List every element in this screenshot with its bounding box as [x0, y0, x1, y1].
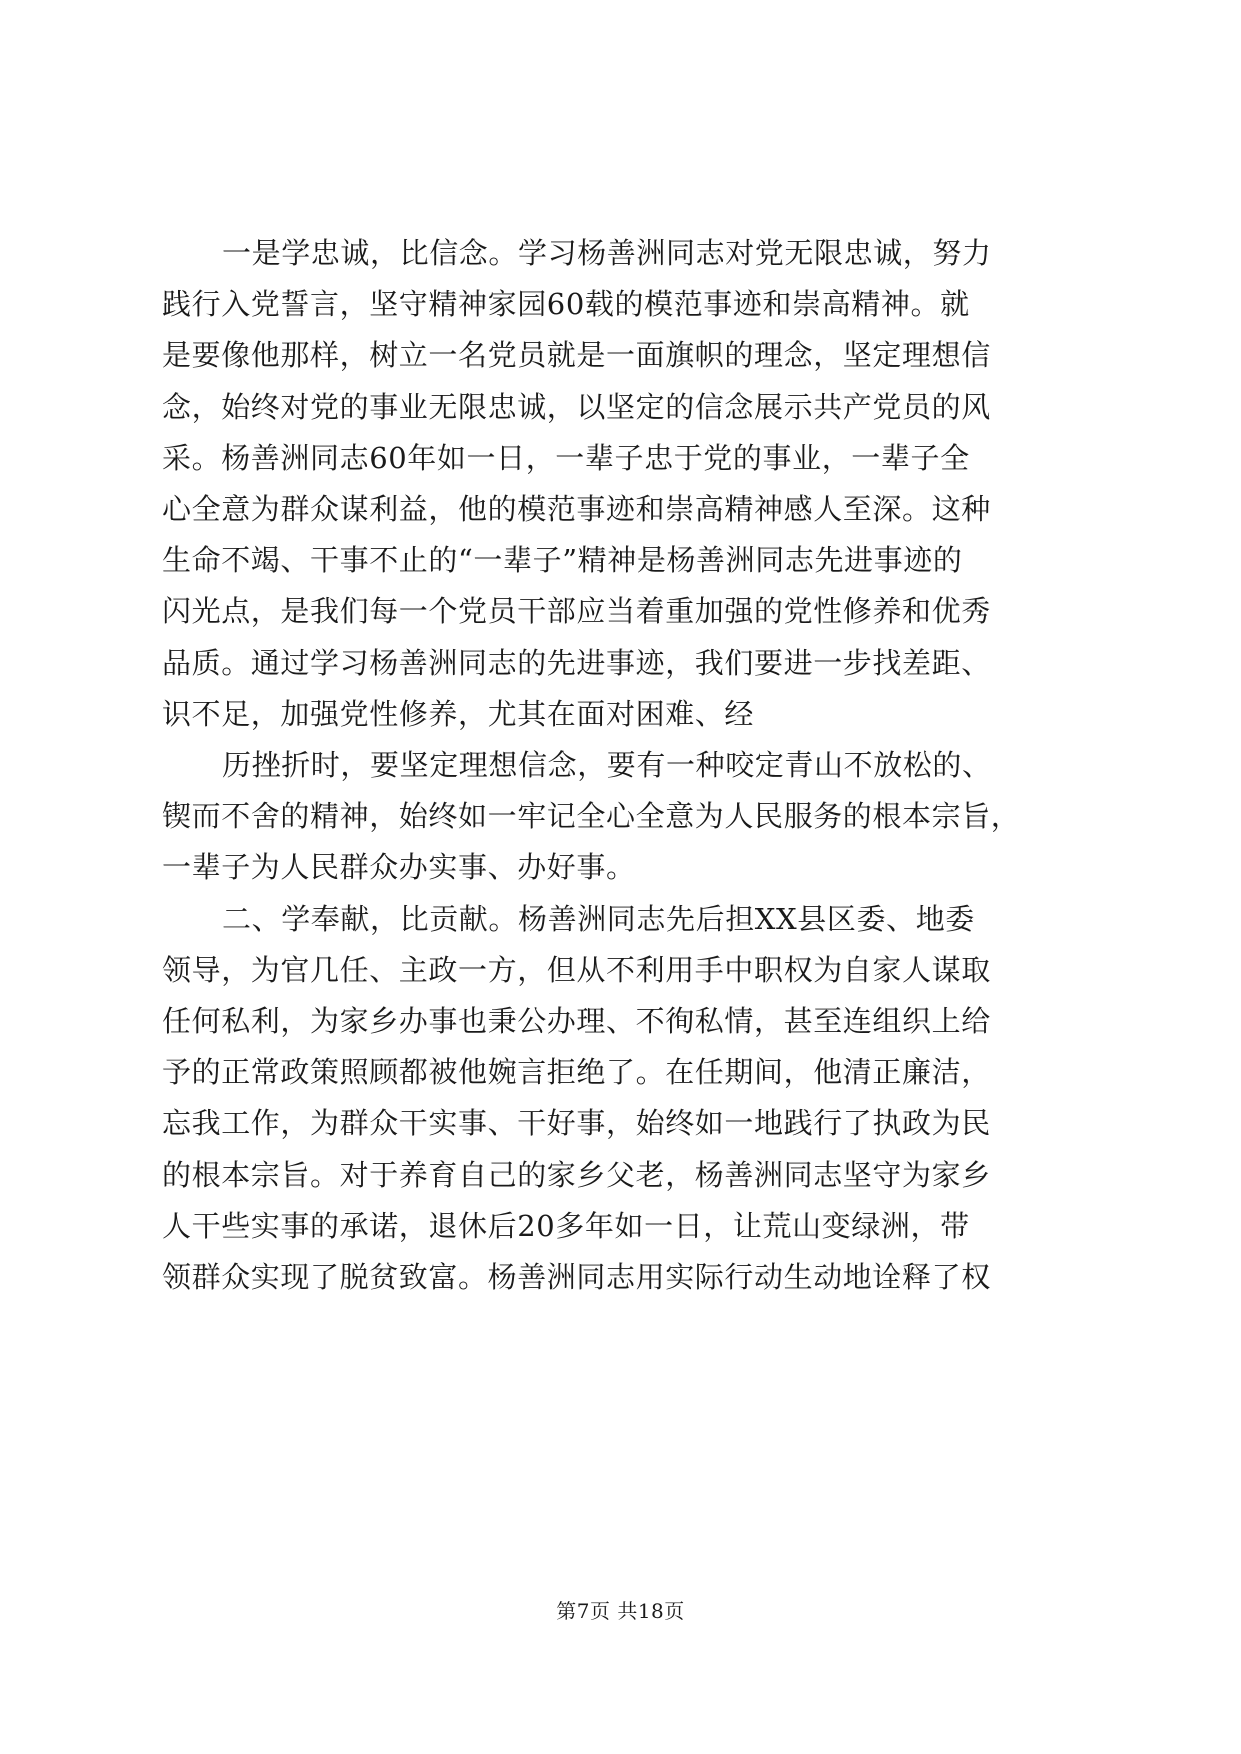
text-line: 的根本宗旨。对于养育自己的家乡父老，杨善洲同志坚守为家乡 [162, 1157, 991, 1192]
text-line: 二、学奉献，比贡献。杨善洲同志先后担XX县区委、地委 [222, 901, 975, 936]
text-line: 识不足，加强党性修养，尤其在面对困难、经 [162, 696, 755, 731]
text-line: 领群众实现了脱贫致富。杨善洲同志用实际行动生动地诠释了权 [162, 1260, 991, 1295]
text-line: 一是学忠诚，比信念。学习杨善洲同志对党无限忠诚，努力 [222, 236, 992, 270]
text-line: 闪光点，是我们每一个党员干部应当着重加强的党性修养和优秀 [162, 594, 991, 629]
text-line: 一辈子为人民群众办实事、办好事。 [162, 850, 636, 885]
paragraph-1 [162, 228, 1082, 740]
body-text [162, 228, 1082, 1303]
text-line: 予的正常政策照顾都被他婉言拒绝了。在任期间，他清正廉洁， [162, 1055, 991, 1090]
text-line: 心全意为群众谋利益，他的模范事迹和崇高精神感人至深。这种 [162, 492, 991, 527]
text-line: 生命不竭、干事不止的“一辈子”精神是杨善洲同志先进事迹的 [162, 543, 963, 578]
text-line: 忘我工作，为群众干实事、干好事，始终如一地践行了执政为民 [162, 1106, 991, 1141]
text-line: 任何私利，为家乡办事也秉公办理、不徇私情，甚至连组织上给 [162, 1004, 991, 1039]
paragraph-2 [162, 740, 1082, 894]
text-line: 领导，为官几任、主政一方，但从不利用手中职权为自家人谋取 [162, 952, 991, 987]
paragraph-3 [162, 894, 1082, 1304]
text-line: 历挫折时，要坚定理想信念，要有一种咬定青山不放松的、 [222, 748, 992, 783]
text-line: 人干些实事的承诺，退休后20多年如一日，让荒山变绿洲，带 [162, 1208, 970, 1243]
text-line: 采。杨善洲同志60年如一日，一辈子忠于党的事业，一辈子全 [162, 440, 970, 475]
text-line: 锲而不舍的精神，始终如一牢记全心全意为人民服务的根本宗旨， [162, 799, 1021, 834]
text-line: 是要像他那样，树立一名党员就是一面旗帜的理念，坚定理想信 [162, 338, 991, 373]
page-footer: 第7页 共18页 [556, 1599, 685, 1623]
text-line: 践行入党誓言，坚守精神家园60载的模范事迹和崇高精神。就 [162, 287, 970, 322]
text-line: 品质。通过学习杨善洲同志的先进事迹，我们要进一步找差距、 [162, 645, 991, 680]
text-line: 念，始终对党的事业无限忠诚，以坚定的信念展示共产党员的风 [162, 389, 991, 424]
